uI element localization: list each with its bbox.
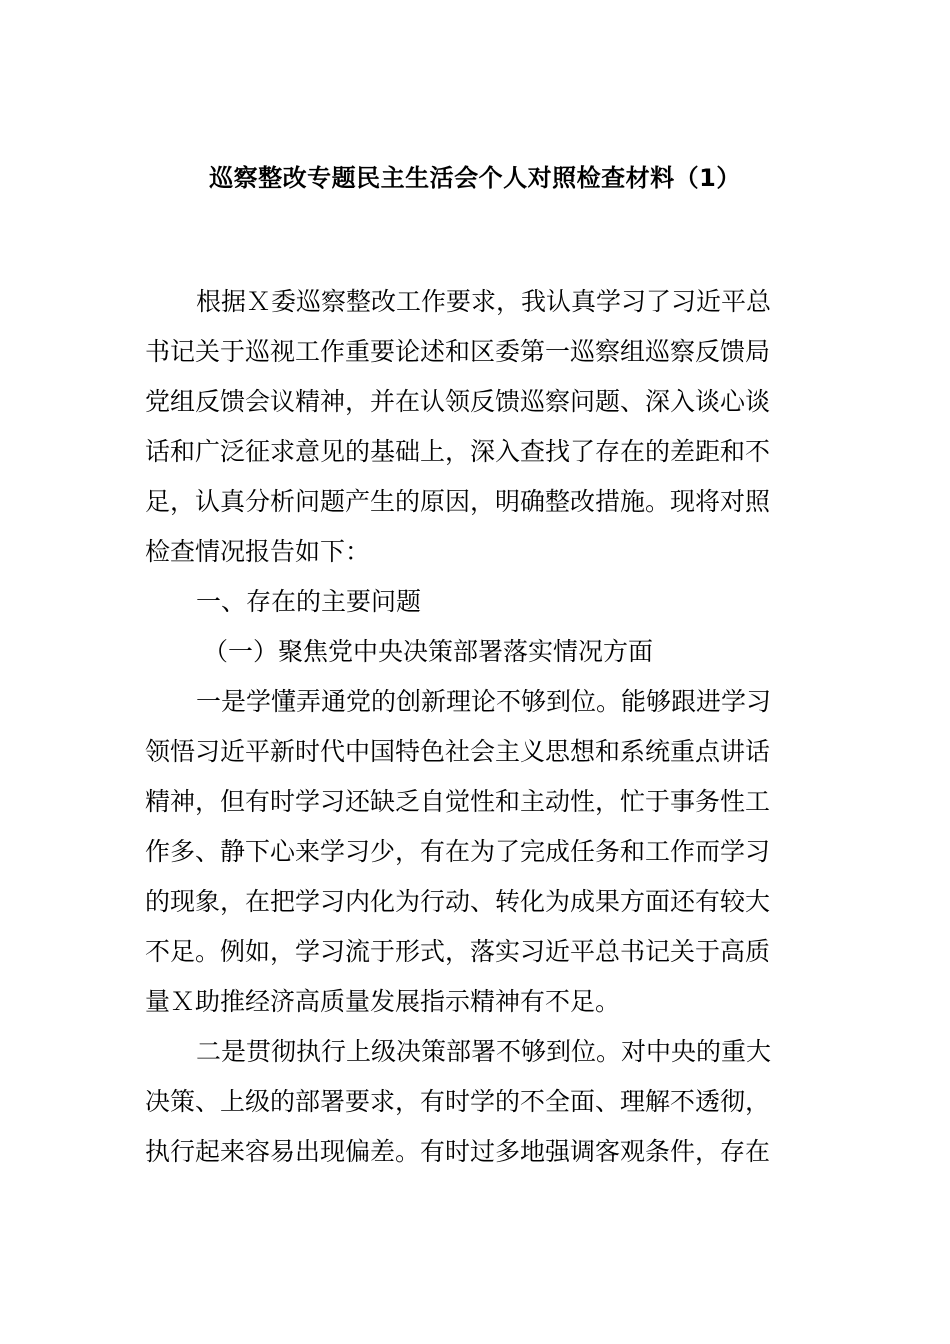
paragraph-line: 的现象，在把学习内化为行动、转化为成果方面还有较大 — [145, 887, 771, 916]
paragraph-line: 二是贯彻执行上级决策部署不够到位。对中央的重大 — [196, 1037, 772, 1066]
paragraph-line: 不足。例如，学习流于形式，落实习近平总书记关于高质 — [145, 937, 771, 966]
paragraph-line: 根据Ｘ委巡察整改工作要求，我认真学习了习近平总 — [196, 287, 772, 316]
paragraph-line: 书记关于巡视工作重要论述和区委第一巡察组巡察反馈局 — [145, 337, 771, 366]
paragraph-line: 作多、静下心来学习少，有在为了完成任务和工作而学习 — [145, 837, 771, 866]
paragraph-line: 精神，但有时学习还缺乏自觉性和主动性，忙于事务性工 — [145, 787, 771, 816]
document-title: 巡察整改专题民主生活会个人对照检查材料（1） — [209, 164, 741, 192]
paragraph-line: 一是学懂弄通党的创新理论不够到位。能够跟进学习 — [196, 687, 772, 716]
paragraph-line: 足，认真分析问题产生的原因，明确整改措施。现将对照 — [145, 487, 771, 516]
paragraph-line: 党组反馈会议精神，并在认领反馈巡察问题、深入谈心谈 — [145, 387, 771, 416]
paragraph-line: 话和广泛征求意见的基础上，深入查找了存在的差距和不 — [145, 437, 771, 466]
paragraph-line: 检查情况报告如下： — [145, 537, 371, 566]
section-heading: 一、存在的主要问题 — [196, 587, 422, 616]
paragraph-line: 量Ｘ助推经济高质量发展指示精神有不足。 — [145, 987, 621, 1016]
paragraph-line: 执行起来容易出现偏差。有时过多地强调客观条件，存在 — [145, 1137, 771, 1166]
paragraph-line: 决策、上级的部署要求，有时学的不全面、理解不透彻， — [145, 1087, 771, 1116]
paragraph-line: 领悟习近平新时代中国特色社会主义思想和系统重点讲话 — [145, 737, 771, 766]
subsection-heading: （一）聚焦党中央决策部署落实情况方面 — [203, 637, 654, 666]
